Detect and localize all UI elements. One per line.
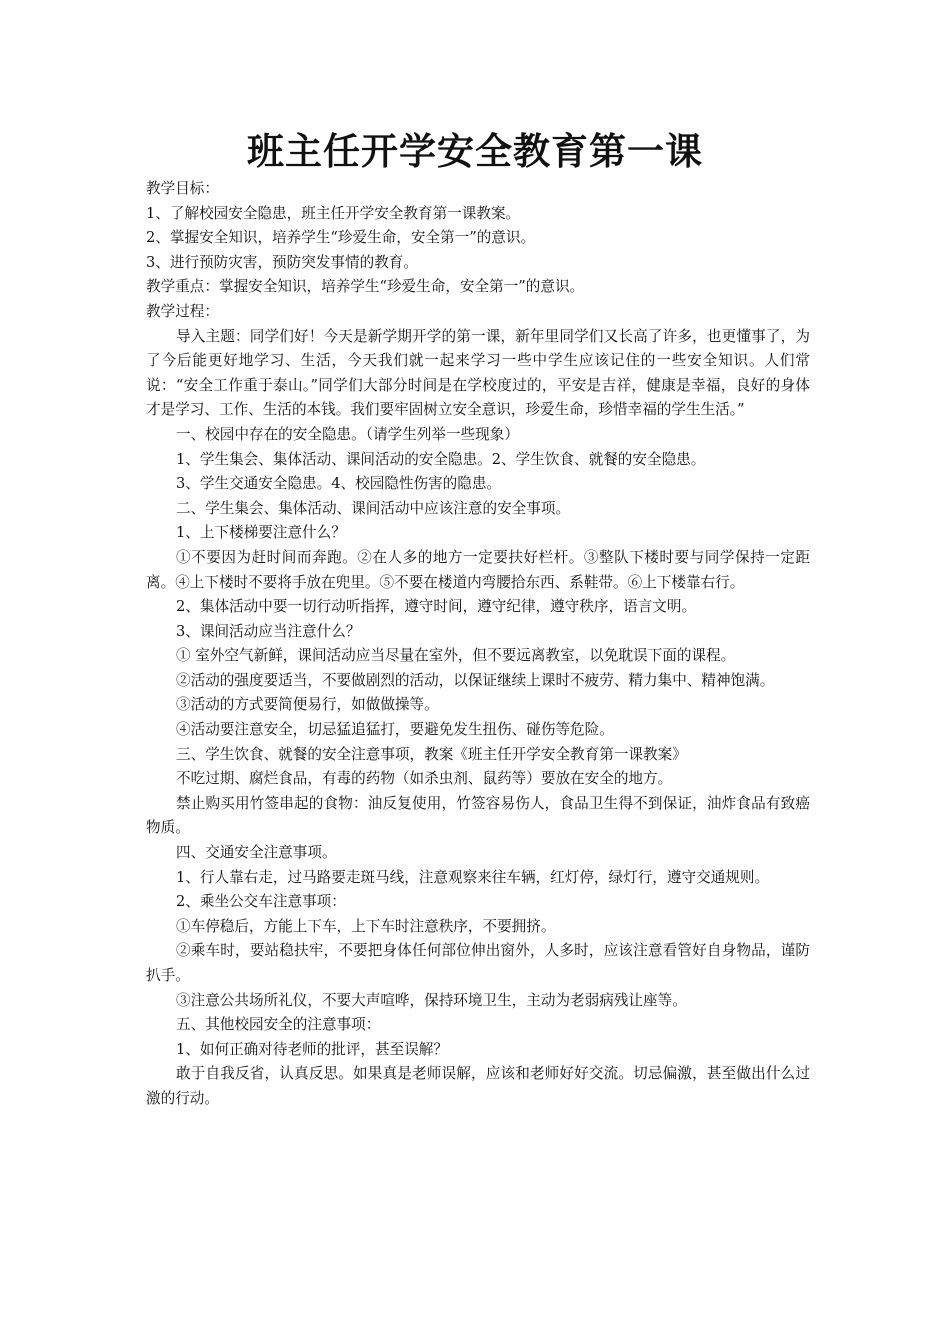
section-heading: 五、其他校园安全的注意事项： (176, 1016, 381, 1034)
intro-paragraph: 导入主题：同学们好！今天是新学期开学的第一课，新年里同学们又长高了许多，也更懂事了，为了今后能更好地学习、生活，今天我们就一起来学习一些中学生应该记住的一些安全知识。人们常说：“安全工作重于泰山。”同学们大部分时间是在学校度过的，平安是吉祥，健康是幸福，良好的身体才是学习、工作、生活的本钱。我们要牢固树立安全意识，珍爱生命，珍惜幸福的学生生活。” (146, 327, 810, 419)
list-item: 3、学生交通安全隐患。4、校园隐性伤害的隐患。 (176, 475, 502, 493)
document-body (146, 177, 810, 1112)
body-paragraph: ①不要因为赶时间而奔跑。②在人多的地方一定要扶好栏杆。③整队下楼时要与同学保持一定距离。④上下楼时不要将手放在兜里。⑤不要在楼道内弯腰拾东西、系鞋带。⑥上下楼靠右行。 (146, 548, 810, 591)
list-item: 1、上下楼梯要注意什么？ (176, 524, 346, 542)
list-item: 1、如何正确对待老师的批评，甚至误解？ (176, 1040, 448, 1058)
objective-item: 2、掌握安全知识，培养学生“珍爱生命，安全第一”的意识。 (146, 229, 536, 247)
list-item: 3、课间活动应当注意什么？ (176, 622, 361, 640)
section-heading: 二、学生集会、集体活动、课间活动中应该注意的安全事项。 (176, 499, 571, 517)
key-point: 教学重点：掌握安全知识，培养学生“珍爱生命，安全第一”的意识。 (146, 278, 585, 296)
list-item: ① 室外空气新鲜，课间活动应当尽量在室外，但不要远离教室，以免耽误下面的课程。 (176, 647, 736, 665)
body-paragraph: 不吃过期、腐烂食品，有毒的药物（如杀虫剂、鼠药等）要放在安全的地方。 (176, 770, 673, 788)
section-label-process: 教学过程： (146, 302, 219, 320)
list-item: 1、学生集会、集体活动、课间活动的安全隐患。2、学生饮食、就餐的安全隐患。 (176, 450, 706, 468)
list-item: 2、集体活动中要一切行动听指挥，遵守时间，遵守纪律，遵守秩序，语言文明。 (176, 598, 697, 616)
list-item: ④活动要注意安全，切忌猛追猛打，要避免发生扭伤、碰伤等危险。 (176, 721, 614, 739)
section-heading: 一、校园中存在的安全隐患。（请学生列举一些现象） (176, 425, 519, 443)
body-paragraph: 禁止购买用竹签串起的食物：油反复使用，竹签容易伤人，食品卫生得不到保证，油炸食品有致癌物质。 (146, 794, 810, 837)
section-label-objectives: 教学目标： (146, 180, 219, 197)
list-item: 1、行人靠右走，过马路要走斑马线，注意观察来往车辆，红灯停，绿灯行，遵守交通规则。 (176, 868, 770, 886)
section-heading: 三、学生饮食、就餐的安全注意事项，教案《班主任开学安全教育第一课教案》 (176, 745, 687, 763)
list-item: ②乘车时，要站稳扶牢，不要把身体任何部位伸出窗外，人多时，应该注意看管好自身物品，谨防扒手。 (146, 942, 810, 984)
body-paragraph: 敢于自我反省，认真反思。如果真是老师误解，应该和老师好好交流。切忌偏激，甚至做出什么过激的行动。 (146, 1065, 810, 1107)
list-item: ③注意公共场所礼仪，不要大声喧哗，保持环境卫生，主动为老弱病残让座等。 (176, 991, 687, 1009)
objective-item: 3、进行预防灾害，预防突发事情的教育。 (146, 253, 418, 271)
list-item: ③活动的方式要简便易行，如做做操等。 (176, 696, 439, 714)
list-item: ②活动的强度要适当，不要做剧烈的活动，以保证继续上课时不疲劳、精力集中、精神饱满。 (176, 671, 775, 689)
document-title: 班主任开学安全教育第一课 (247, 130, 703, 173)
section-heading: 四、交通安全注意事项。 (176, 844, 337, 862)
list-item: 2、乘坐公交车注意事项： (176, 893, 346, 911)
objective-item: 1、了解校园安全隐患，班主任开学安全教育第一课教案。 (146, 204, 521, 222)
list-item: ①车停稳后，方能上下车，上下车时注意秩序，不要拥挤。 (176, 917, 556, 935)
